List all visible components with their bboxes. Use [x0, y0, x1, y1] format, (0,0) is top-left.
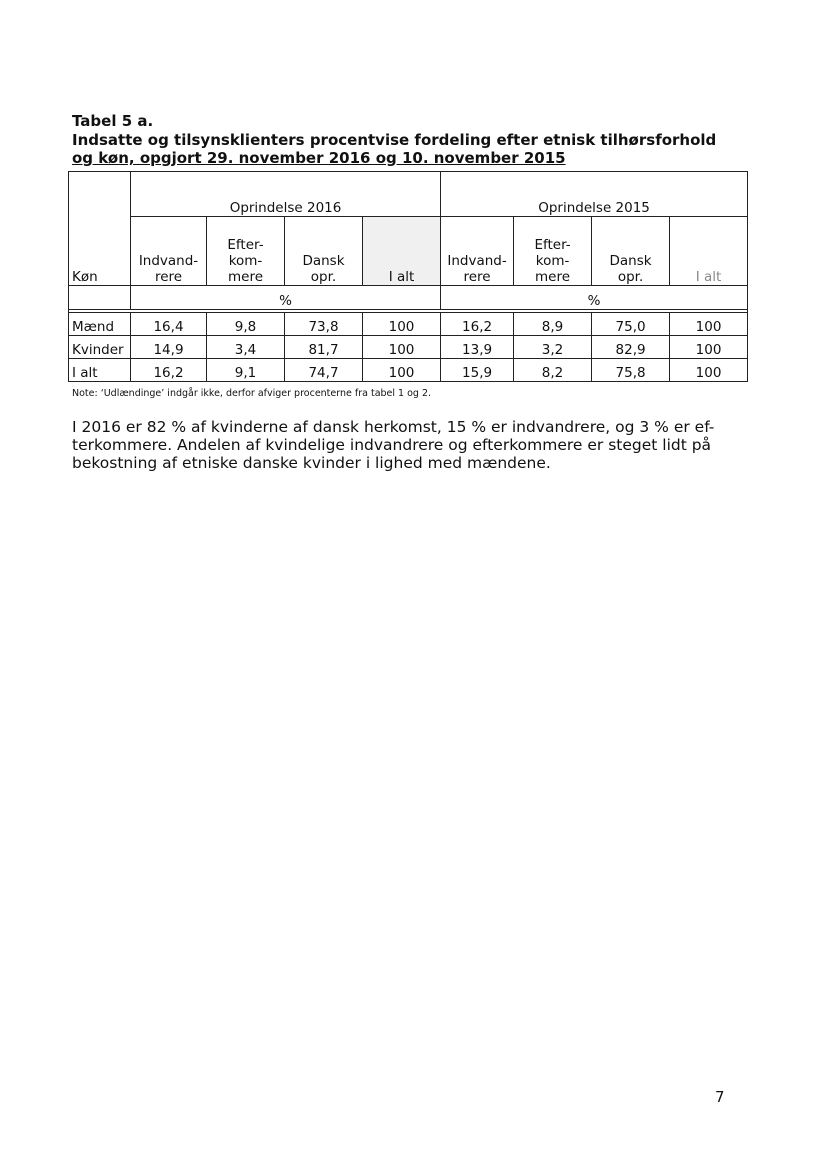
- unit-2016: %: [131, 286, 441, 310]
- header-kon: Køn: [69, 172, 131, 286]
- page-number: 7: [715, 1088, 725, 1106]
- unit-2015: %: [441, 286, 748, 310]
- cell: 74,7: [285, 359, 363, 382]
- cell: 75,8: [592, 359, 670, 382]
- cell: 16,2: [441, 313, 514, 336]
- column-header-row: [69, 217, 748, 286]
- table-title: Tabel 5 a.: [72, 112, 154, 130]
- cell: 100: [670, 359, 748, 382]
- cell: 100: [363, 313, 441, 336]
- cell: 73,8: [285, 313, 363, 336]
- row-label: Mænd: [69, 313, 131, 336]
- cell: 81,7: [285, 336, 363, 359]
- header-ialt-2016: I alt: [363, 217, 441, 286]
- table-row: [69, 359, 748, 382]
- header-dansk-2016: Dansk opr.: [285, 217, 363, 286]
- cell: 13,9: [441, 336, 514, 359]
- header-ialt-2015: I alt: [670, 217, 748, 286]
- table-note: Note: ‘Udlændinge’ indgår ikke, derfor afviger procenterne fra tabel 1 og 2.: [72, 388, 432, 399]
- cell: 9,8: [207, 313, 285, 336]
- cell: 100: [363, 336, 441, 359]
- header-indvandrere-2015: Indvand- rere: [441, 217, 514, 286]
- cell: 8,9: [514, 313, 592, 336]
- body-paragraph: I 2016 er 82 % af kvinderne af dansk herkomst, 15 % er indvandrere, og 3 % er ef-terkommere. Andelen af kvindelige indvandrere og efterkommere er steget lidt på bekostning af etniske danske kvinder i lighed med mændene.: [72, 418, 715, 472]
- table-subtitle-line-2: [72, 149, 752, 167]
- unit-row: [69, 286, 748, 310]
- table-subtitle-line-1: Indsatte og tilsynsklienters procentvise fordeling efter etnisk tilhørsforhold: [72, 131, 717, 149]
- cell: 9,1: [207, 359, 285, 382]
- header-dansk-2015: Dansk opr.: [592, 217, 670, 286]
- distribution-table: [68, 171, 748, 382]
- cell: 3,2: [514, 336, 592, 359]
- header-group-2015: Oprindelse 2015: [441, 172, 748, 217]
- cell: 100: [363, 359, 441, 382]
- header-efterkommere-2015: Efter- kom- mere: [514, 217, 592, 286]
- row-label: I alt: [69, 359, 131, 382]
- cell: 8,2: [514, 359, 592, 382]
- unit-blank: [69, 286, 131, 310]
- header-group-2016: Oprindelse 2016: [131, 172, 441, 217]
- table-row: [69, 313, 748, 336]
- table-subtitle-line-2-text: og køn, opgjort 29. november 2016 og 10. november 2015: [72, 149, 566, 167]
- cell: 3,4: [207, 336, 285, 359]
- cell: 100: [670, 313, 748, 336]
- table-row: [69, 336, 748, 359]
- header-efterkommere-2016: Efter- kom- mere: [207, 217, 285, 286]
- cell: 14,9: [131, 336, 207, 359]
- cell: 82,9: [592, 336, 670, 359]
- cell: 16,4: [131, 313, 207, 336]
- header-indvandrere-2016: Indvand- rere: [131, 217, 207, 286]
- cell: 15,9: [441, 359, 514, 382]
- group-header-row: [69, 172, 748, 217]
- cell: 16,2: [131, 359, 207, 382]
- row-label: Kvinder: [69, 336, 131, 359]
- cell: 75,0: [592, 313, 670, 336]
- cell: 100: [670, 336, 748, 359]
- title-block: [72, 112, 752, 167]
